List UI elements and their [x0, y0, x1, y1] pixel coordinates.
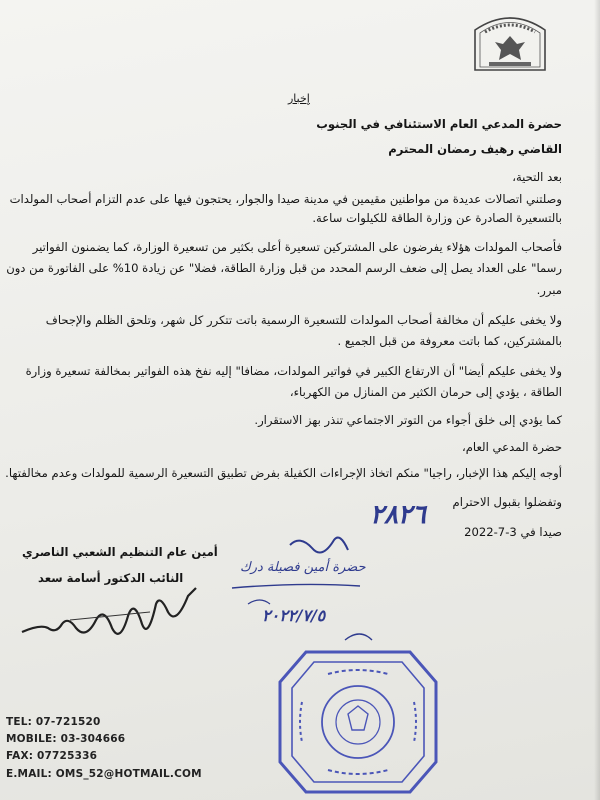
paragraph-line: بالمشتركين، كما باتت معروفة من قبل الجميع .	[337, 334, 562, 348]
paragraph-line: بالتسعيرة الصادرة عن وزارة الطاقة للكيلوات ساعة.	[312, 211, 562, 225]
contact-fax: FAX: 07725336	[6, 750, 98, 762]
handwritten-reference-number: ٢٨٢٦	[370, 500, 426, 530]
signatory-name: النائب الدكتور أسامة سعد	[38, 571, 184, 585]
paragraph-line: رسما" على العداد يصل إلى ضعف الرسم المحدد من قبل وزارة الطاقة، فضلا" عن زيادة 10% على الفاتورة من دون	[6, 261, 562, 275]
handwritten-date: ٢٠٢٢/٧/٥	[262, 606, 326, 625]
paragraph-line: ولا يخفى عليكم أيضا" أن الارتفاع الكبير في فواتير المولدات، مضافا" إليه نفخ هذه الفواتير بمخالفة تسعيرة وزارة	[25, 364, 562, 378]
contact-mobile: MOBILE: 03-304666	[6, 733, 126, 745]
paragraph-line: الطاقة ، يؤدي إلى حرمان الكثير من المنازل من الكهرباء،	[289, 385, 562, 399]
paragraph-line: وصلتني اتصالات عديدة من مواطنين مقيمين في مدينة صيدا والجوار، يحتجون فيها على عدم التزام أصحاب المولدات	[9, 192, 562, 206]
closing-line: وتفضلوا بقبول الاحترام	[452, 495, 562, 509]
paragraph-line: ولا يخفى عليكم أن مخالفة أصحاب المولدات للتسعيرة الرسمية باتت تتكرر كل شهر، وتلحق الظلم والإجحاف	[45, 313, 562, 327]
document-title: إخبار	[288, 92, 310, 105]
contact-tel: TEL: 07-721520	[6, 716, 101, 728]
contact-email: E.MAIL: OMS_52@HOTMAIL.COM	[6, 768, 202, 780]
paragraph-line: حضرة المدعي العام،	[462, 440, 562, 454]
paragraph-line: فأصحاب المولدات هؤلاء يفرضون على المشتركين تسعيرة أعلى بكثير من تسعيرة الوزارة، كما يضمنون الفواتير	[32, 240, 562, 254]
addressee-line-2: القاضي رهيف رمضان المحترم	[388, 142, 562, 156]
paragraph-line: كما يؤدي إلى خلق أجواء من التوتر الاجتماعي تنذر بهز الاستقرار.	[254, 413, 562, 427]
handwritten-note: حضرة أمين فصيلة درك	[240, 560, 366, 575]
addressee-line-1: حضرة المدعي العام الاستئنافي في الجنوب	[316, 117, 562, 131]
greeting: بعد التحية،	[512, 170, 562, 184]
date-line: صيدا في 3-7-2022	[464, 525, 562, 539]
signatory-title: أمين عام التنظيم الشعبي الناصري	[22, 545, 218, 559]
paragraph-line: أوجه إليكم هذا الإخبار، راجيا" منكم اتخاذ الإجراءات الكفيلة بفرض تطبيق التسعيرة الرسمية للمولدات وعدم مخالفتها.	[5, 466, 562, 480]
paragraph-line: مبرر.	[536, 283, 562, 297]
